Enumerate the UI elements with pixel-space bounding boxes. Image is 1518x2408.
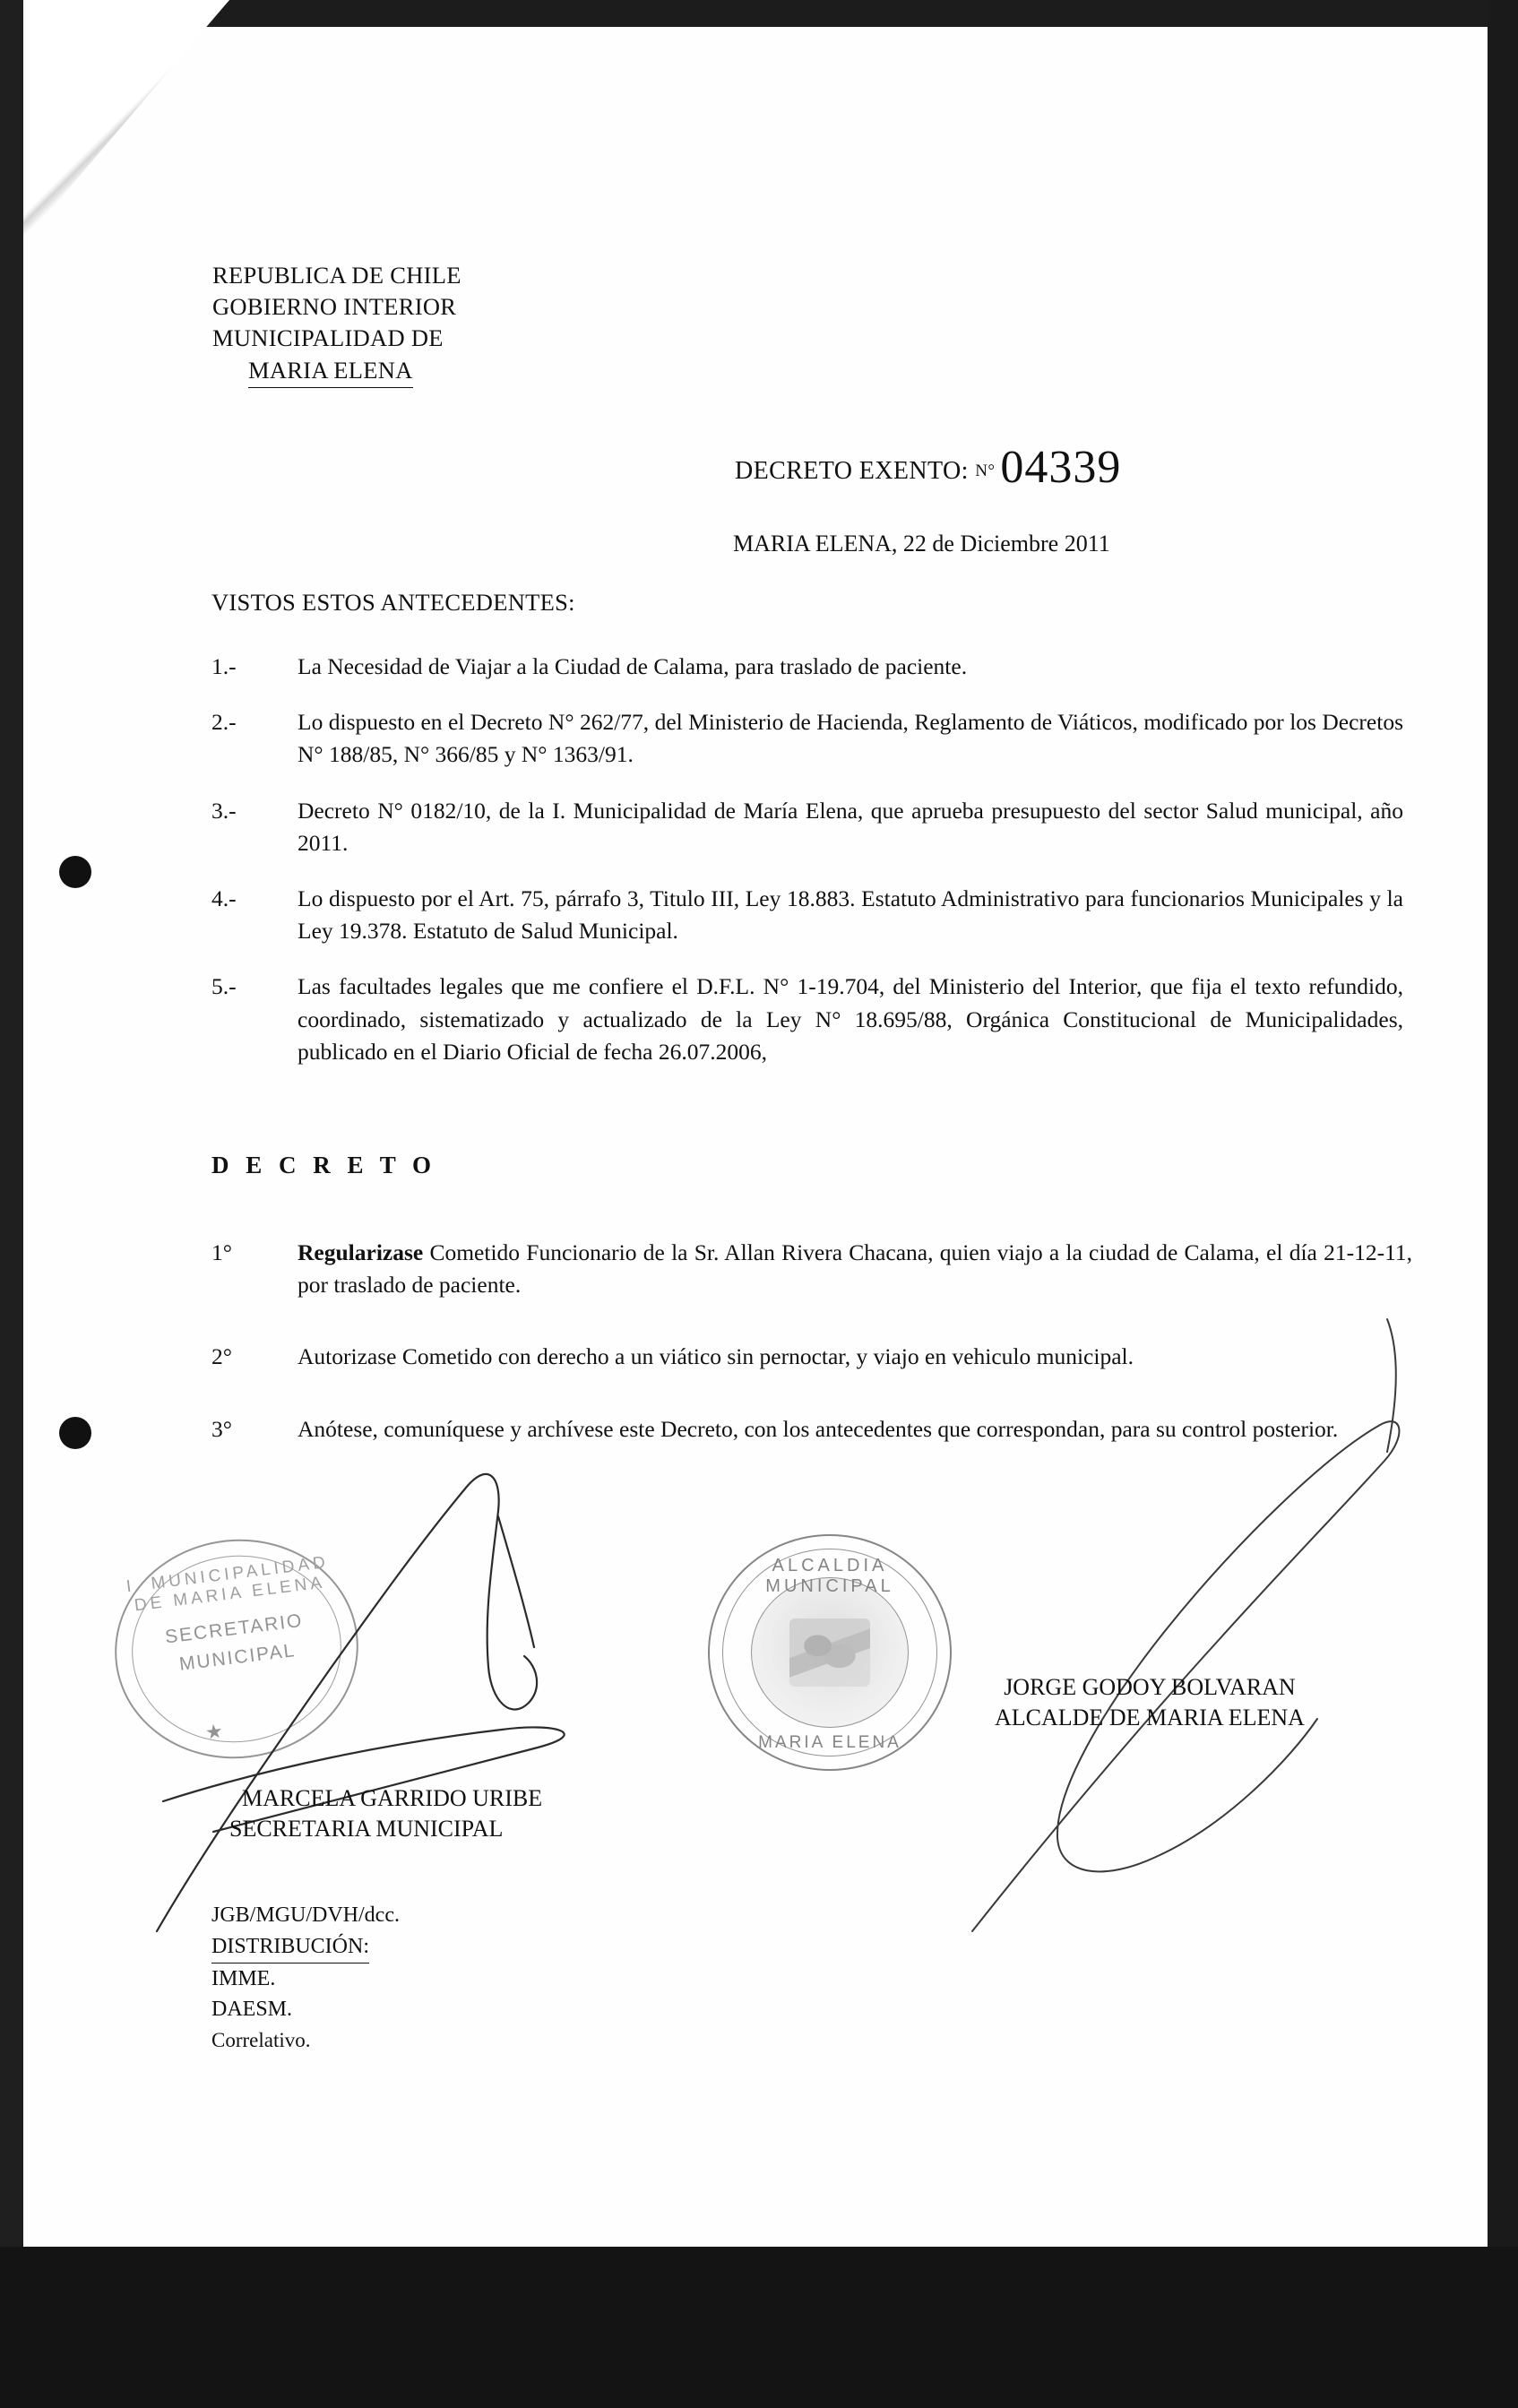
distribution-item: IMME. — [211, 1966, 276, 1990]
list-item — [211, 795, 1403, 859]
list-item-marker: 1° — [211, 1239, 232, 1265]
letterhead-line-3: MUNICIPALIDAD DE — [212, 324, 444, 352]
list-item-lead: Regularizase — [298, 1239, 424, 1265]
mayor-title: ALCALDE DE MARIA ELENA — [995, 1704, 1305, 1730]
distribution-item: DAESM. — [211, 1998, 293, 2022]
list-item-marker: 2° — [211, 1343, 232, 1370]
list-item — [211, 706, 1403, 771]
secretary-stamp-line2: MUNICIPAL — [177, 1640, 298, 1675]
coat-of-arms-icon — [789, 1618, 870, 1687]
decree-number-value: 04339 — [1000, 442, 1122, 493]
letterhead-line-1: REPUBLICA DE CHILE — [212, 262, 461, 289]
mayor-name: JORGE GODOY BOLVARAN — [1004, 1674, 1296, 1700]
mayor-stamp-top-text: ALCALDIA MUNICIPAL — [765, 1556, 894, 1596]
list-item-text: Anótese, comuníquese y archívese este Decreto, con los antecedentes que correspondan, para su control posterior. — [298, 1415, 1339, 1442]
mayor-stamp — [708, 1534, 952, 1771]
list-item — [211, 883, 1403, 947]
secretary-name: MARCELA GARRIDO URIBE — [242, 1785, 543, 1811]
list-item-marker: 5.- — [211, 973, 237, 1000]
list-item — [211, 971, 1403, 1068]
list-item-text: Lo dispuesto en el Decreto N° 262/77, del Ministerio de Hacienda, Reglamento de Viáticos, modificado por los Decretos N° 188/85, N° 366/85 y N° 1363/91. — [298, 709, 1403, 768]
secretary-stamp-line1: SECRETARIO — [163, 1610, 305, 1648]
distribution-item: Correlativo. — [211, 2029, 311, 2052]
list-item-marker: 4.- — [211, 885, 237, 912]
mayor-stamp-bottom-text: MARIA ELENA — [758, 1733, 901, 1752]
vistos-list — [211, 651, 1403, 1092]
decreto-heading: D E C R E T O — [211, 1152, 437, 1178]
letterhead — [212, 260, 461, 388]
secretary-signature-block — [204, 1783, 542, 1845]
list-item-text: Las facultades legales que me confiere el D.F.L. N° 1-19.704, del Ministerio del Interior, que fija el texto refundido, coordinado, sistematizado y actualizado de la Ley N° 18.695/88, Orgánica Constitucional de Municipalidades, publicado en el Diario Oficial de fecha 26.07.2006, — [298, 973, 1403, 1065]
list-item-text: Autorizase Cometido con derecho a un viático sin pernoctar, y viajo en vehiculo municipal. — [298, 1343, 1134, 1370]
vistos-heading: VISTOS ESTOS ANTECEDENTES: — [211, 589, 575, 616]
list-item — [211, 1237, 1412, 1301]
list-item-text — [298, 1237, 1412, 1301]
punch-hole-lower — [59, 1417, 91, 1449]
letterhead-municipality: MARIA ELENA — [248, 355, 413, 388]
place-and-date: MARIA ELENA, 22 de Diciembre 2011 — [733, 531, 1110, 557]
decree-label: DECRETO EXENTO: — [735, 457, 969, 485]
list-item-text: Lo dispuesto por el Art. 75, párrafo 3, Titulo III, Ley 18.883. Estatuto Administrativo para funcionarios Municipales y la Ley 19.378. Estatuto de Salud Municipal. — [298, 885, 1403, 945]
letterhead-line-2: GOBIERNO INTERIOR — [212, 293, 457, 321]
secretary-stamp-arc-text: I. MUNICIPALIDAD DE MARIA ELENA — [125, 1552, 330, 1616]
list-item-body: Cometido Funcionario de la Sr. Allan Rivera Chacana, quien viajo a la ciudad de Calama, el día 21-12-11, por traslado de paciente. — [298, 1239, 1412, 1299]
list-item — [211, 1341, 1412, 1373]
decree-number-line — [735, 441, 1121, 494]
footer-initials: JGB/MGU/DVH/dcc. — [211, 1903, 400, 1927]
scan-edge-top — [0, 0, 1518, 27]
footer-block — [211, 1900, 400, 2056]
list-item — [211, 1413, 1412, 1446]
scan-edge-left — [0, 0, 23, 2408]
list-item-marker: 1.- — [211, 653, 237, 679]
list-item-marker: 2.- — [211, 709, 237, 736]
scan-edge-bottom — [0, 2247, 1518, 2408]
punch-hole-upper — [59, 856, 91, 888]
list-item-text: Decreto N° 0182/10, de la I. Municipalidad de María Elena, que aprueba presupuesto del sector Salud municipal, año 2011. — [298, 797, 1403, 856]
list-item-marker: 3.- — [211, 797, 237, 824]
list-item-text: La Necesidad de Viajar a la Ciudad de Calama, para traslado de paciente. — [298, 653, 968, 679]
list-item-marker: 3° — [211, 1415, 232, 1442]
mayor-signature-block — [995, 1672, 1305, 1733]
distribution-label: DISTRIBUCIÓN: — [211, 1931, 369, 1964]
secretary-title: SECRETARIA MUNICIPAL — [229, 1816, 504, 1843]
decree-number-prefix: N° — [975, 462, 996, 480]
scan-edge-right — [1488, 0, 1518, 2408]
list-item — [211, 651, 1403, 683]
decreto-list — [211, 1237, 1412, 1485]
star-icon: ★ — [203, 1719, 225, 1744]
